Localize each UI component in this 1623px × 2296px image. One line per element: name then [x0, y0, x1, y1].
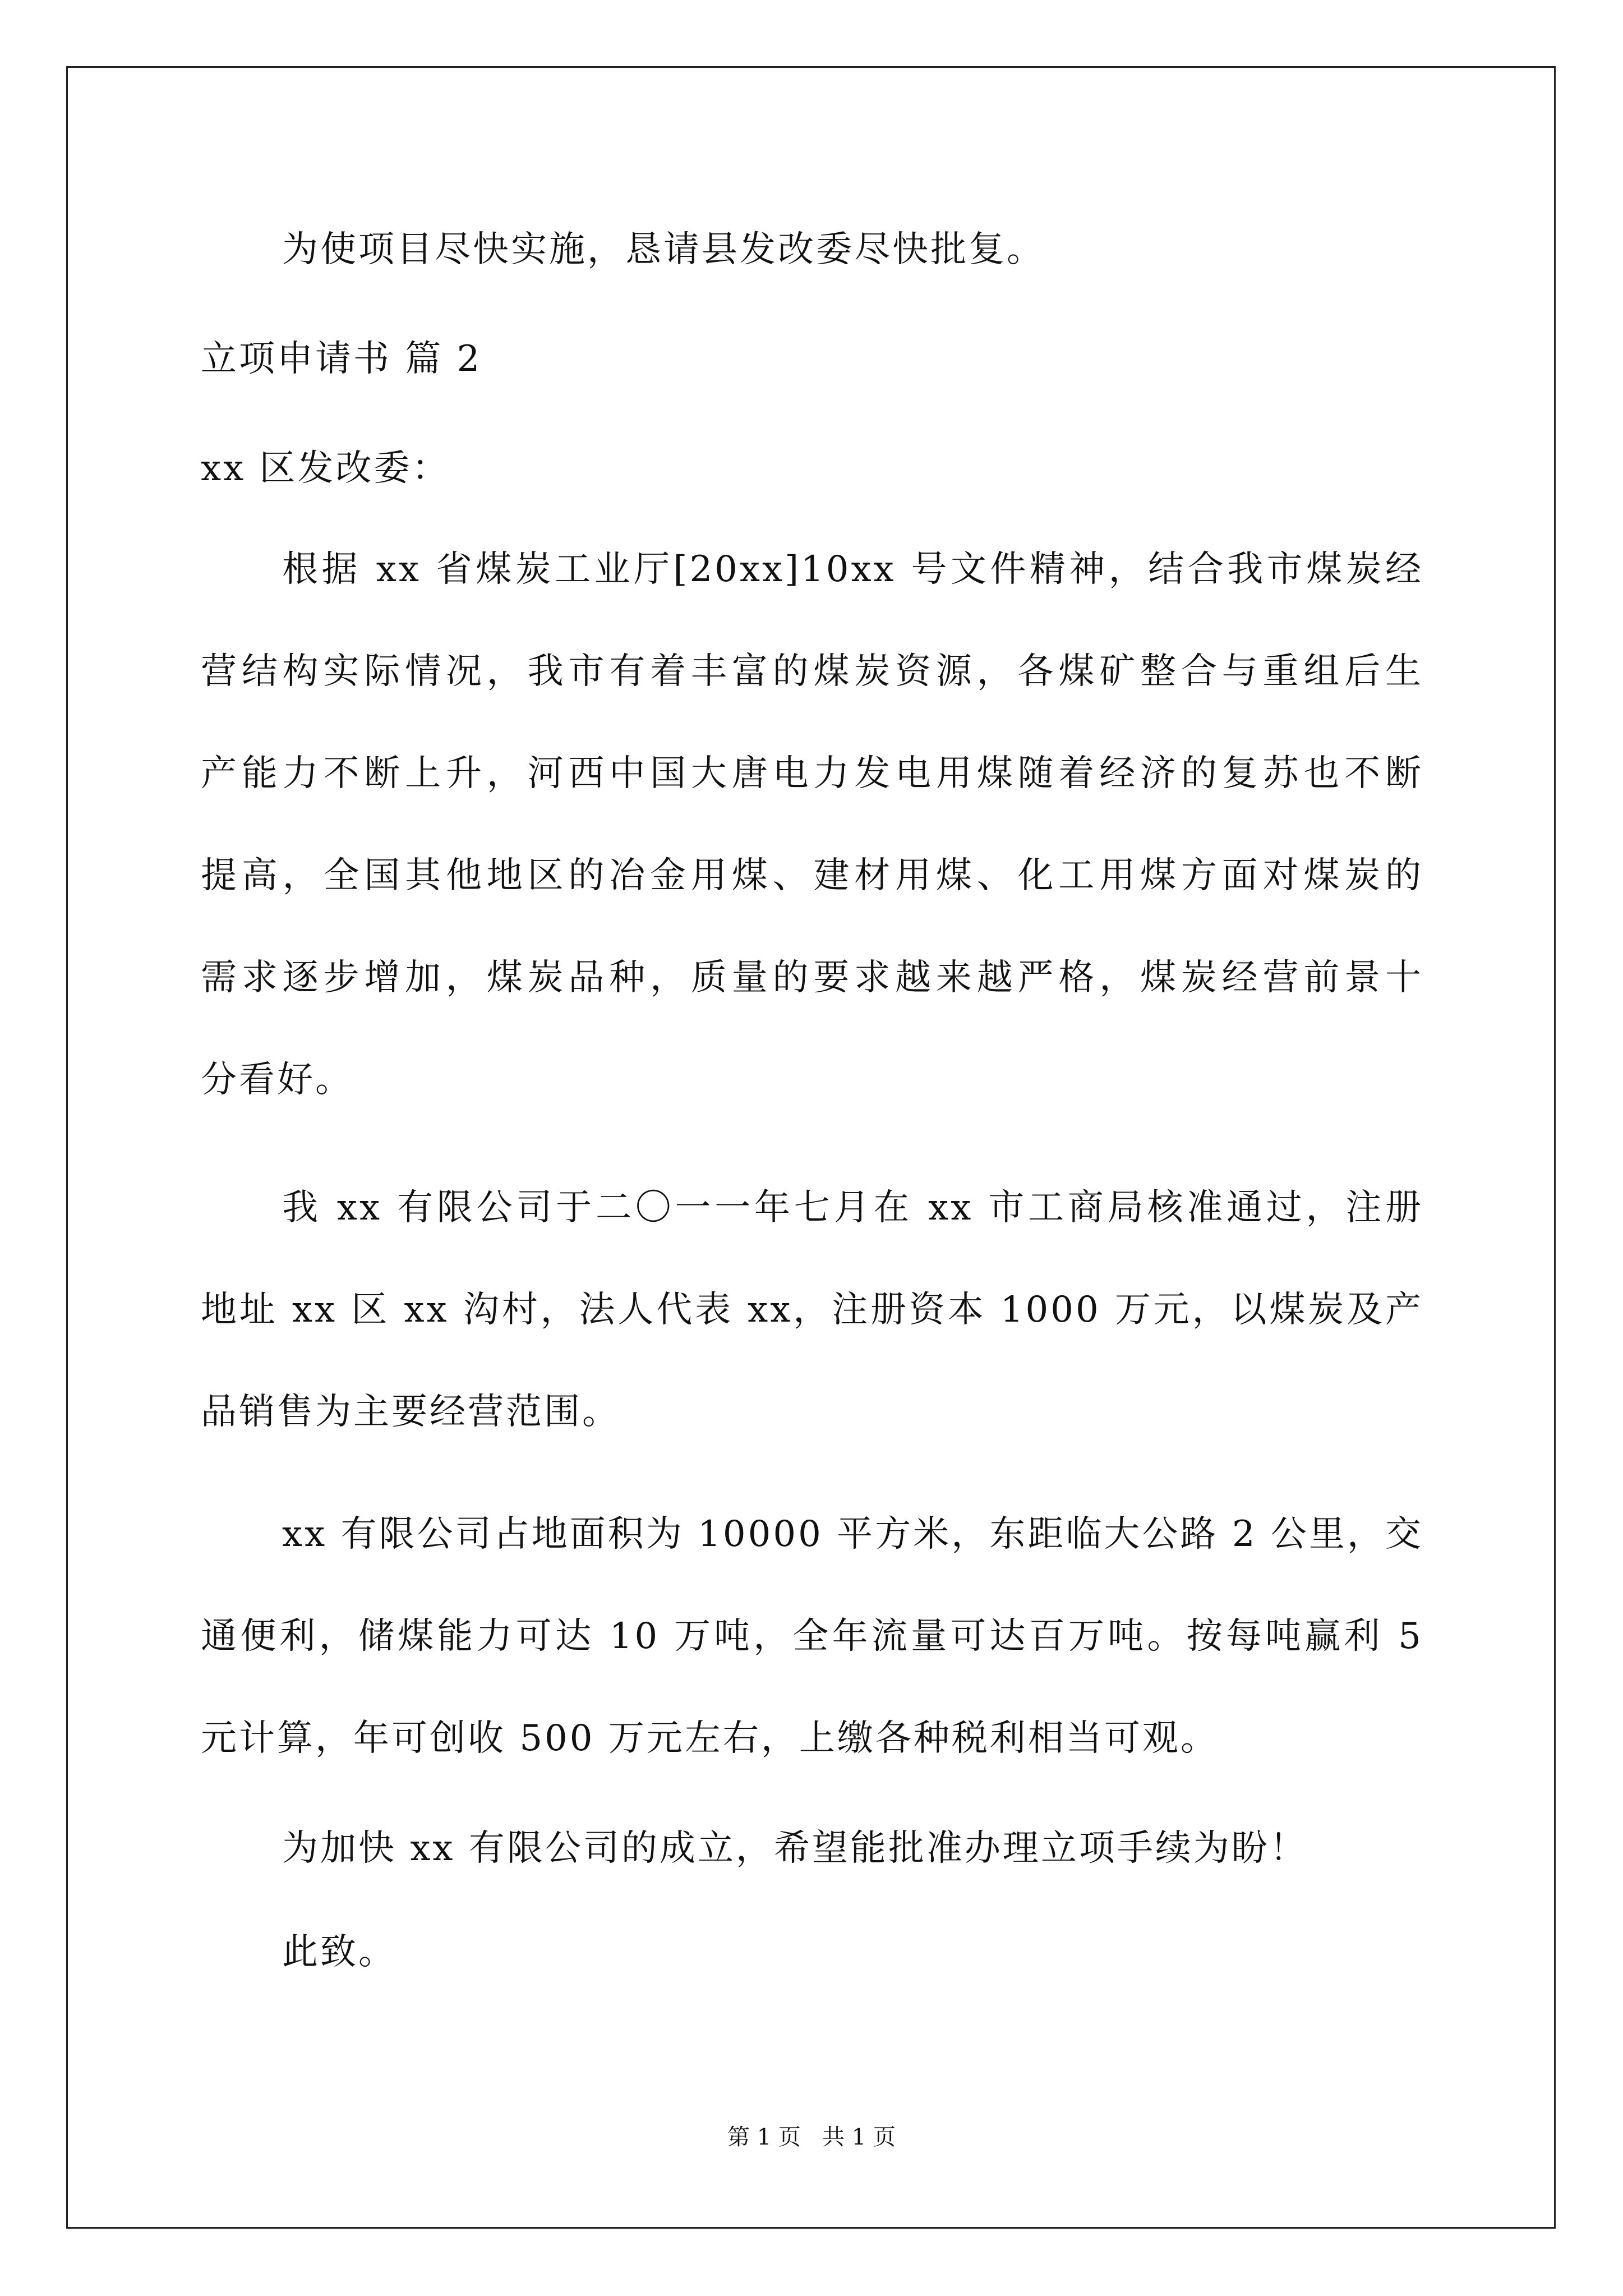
- paragraph-line: xx 有限公司占地面积为 10000 平方米，东距临大公路 2 公里，交: [282, 1513, 1423, 1555]
- paragraph-line: 需求逐步增加，煤炭品种，质量的要求越来越严格，煤炭经营前景十: [201, 957, 1423, 999]
- closing-paragraph-line: 为使项目尽快实施，恳请县发改委尽快批复。: [282, 229, 1045, 270]
- paragraph-line: 根据 xx 省煤炭工业厅[20xx]10xx 号文件精神，结合我市煤炭经: [282, 549, 1423, 590]
- paragraph-line: 品销售为主要经营范围。: [201, 1391, 620, 1433]
- paragraph-line: 我 xx 有限公司于二〇一一年七月在 xx 市工商局核准通过，注册: [282, 1187, 1423, 1228]
- section-heading: 立项申请书 篇 2: [201, 338, 482, 380]
- page-footer: 第 1 页 共 1 页: [727, 2124, 896, 2150]
- addressee: xx 区发改委：: [201, 448, 450, 489]
- paragraph-line: 产能力不断上升，河西中国大唐电力发电用煤随着经济的复苏也不断: [201, 753, 1423, 794]
- paragraph-line: 为加快 xx 有限公司的成立，希望能批准办理立项手续为盼！: [282, 1828, 1308, 1869]
- paragraph-line: 地址 xx 区 xx 沟村，法人代表 xx，注册资本 1000 万元，以煤炭及产: [201, 1289, 1423, 1331]
- paragraph-line: 分看好。: [201, 1059, 353, 1101]
- paragraph-line: 提高，全国其他地区的冶金用煤、建材用煤、化工用煤方面对煤炭的: [201, 855, 1423, 896]
- salutation: 此致。: [282, 1931, 396, 1973]
- paragraph-line: 元计算，年可创收 500 万元左右，上缴各种税利相当可观。: [201, 1718, 1219, 1759]
- page-border: [66, 66, 1556, 2229]
- paragraph-line: 营结构实际情况，我市有着丰富的煤炭资源，各煤矿整合与重组后生: [201, 651, 1423, 692]
- paragraph-line: 通便利，储煤能力可达 10 万吨，全年流量可达百万吨。按每吨赢利 5: [201, 1616, 1423, 1657]
